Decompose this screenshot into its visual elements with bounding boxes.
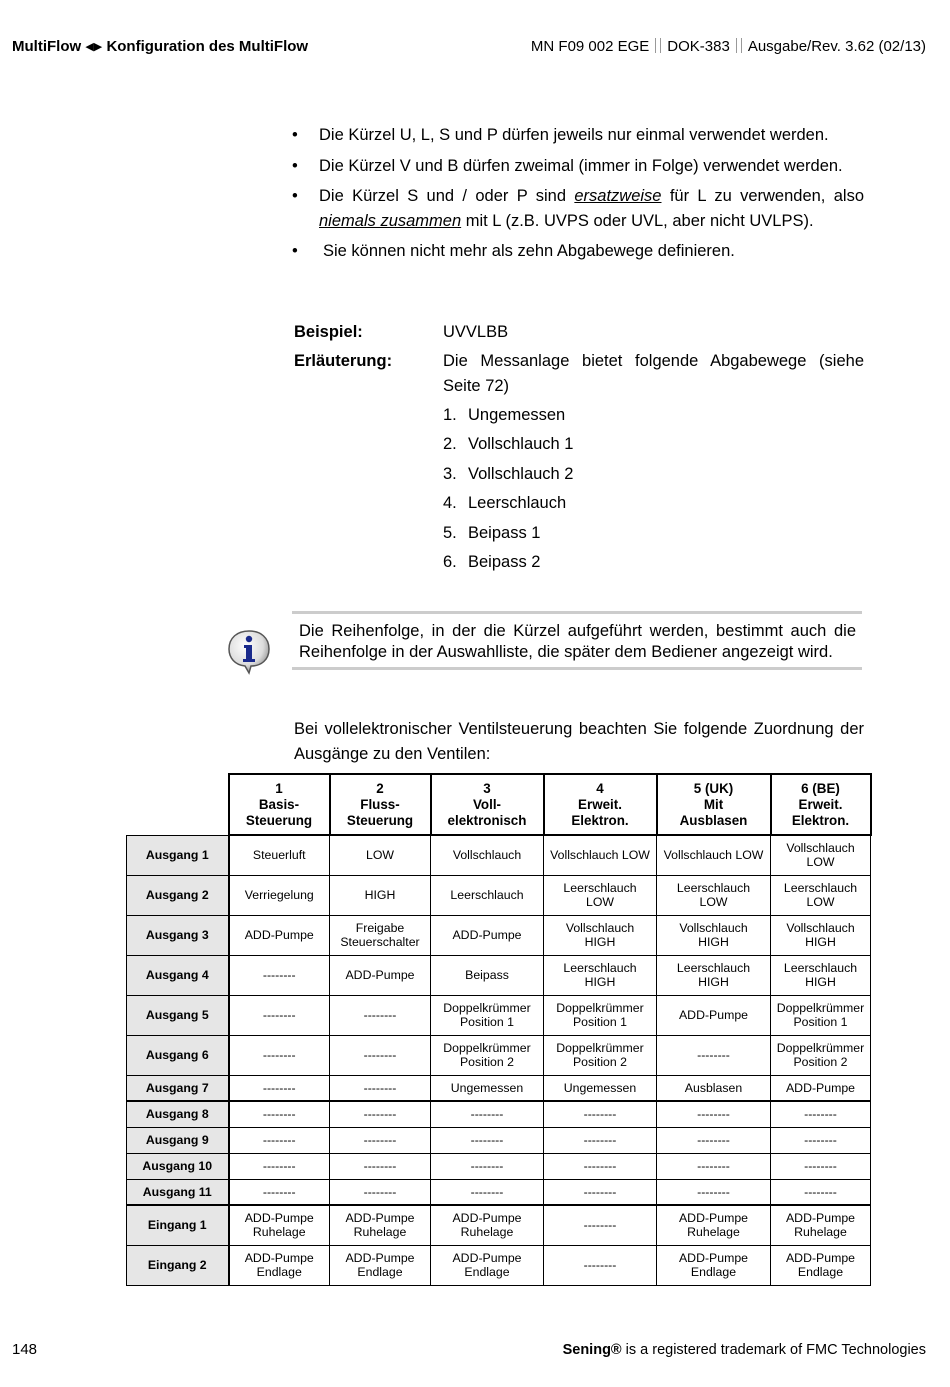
bullet-icon: •: [292, 126, 298, 144]
cell-line: ADD-Pumpe: [785, 1080, 856, 1095]
cell-line: Ruhelage: [460, 1225, 514, 1240]
table-cell: [544, 1245, 657, 1285]
cell-line: Ruhelage: [794, 1225, 847, 1240]
table-row: [127, 915, 871, 955]
cell-line: ADD-Pumpe: [345, 1211, 415, 1226]
table-row: [127, 1127, 871, 1153]
bullet-icon: •: [292, 242, 298, 260]
example-row: [294, 320, 864, 345]
table-cell: [330, 875, 431, 915]
triangle-left-icon: ◀: [85, 41, 94, 53]
cell-line: --------: [697, 1159, 730, 1173]
cell-line: Leerschlauch: [783, 961, 858, 975]
header-line: Elektron.: [791, 812, 850, 828]
table-cell: [229, 955, 330, 995]
row-label: Ausgang 3: [127, 915, 229, 955]
cell-line: --------: [697, 1184, 730, 1199]
cell-line: --------: [470, 1133, 504, 1147]
cell-line: Doppelkrümmer: [556, 1001, 644, 1015]
table-cell: [229, 1179, 330, 1205]
table-cell: [431, 915, 544, 955]
table-cell: [431, 1075, 544, 1101]
note-text: Die Reihenfolge, in der die Kürzel aufgeführt werden, bestimmt auch die Reihenfolge in der Auswahlliste, die später dem Bediener angezeigt wird.: [299, 622, 856, 661]
table-cell: [431, 835, 544, 875]
cell-line: ADD-Pumpe: [244, 1251, 314, 1265]
cell-line: Leerschlauch: [676, 961, 751, 975]
cell-line: --------: [363, 1080, 397, 1095]
header-dok: DOK-383: [667, 38, 730, 55]
cell-line: ADD-Pumpe: [244, 1211, 314, 1226]
table-cell: [330, 1179, 431, 1205]
table-cell: [431, 1153, 544, 1179]
list-text: Beipass 1: [468, 523, 541, 542]
cell-line: ADD-Pumpe: [678, 1211, 749, 1226]
cell-line: --------: [262, 1107, 296, 1122]
table-cell: [431, 995, 544, 1035]
table-row: [127, 955, 871, 995]
cell-line: ADD-Pumpe: [345, 968, 415, 982]
table-cell: [431, 1205, 544, 1245]
table-cell: [771, 1035, 871, 1075]
cell-line: Doppelkrümmer: [443, 1041, 531, 1055]
header-line: 2: [376, 780, 384, 796]
cell-line: Ruhelage: [353, 1225, 407, 1240]
table-cell: [657, 1205, 771, 1245]
table-cell: [771, 1075, 871, 1101]
list-item: [443, 432, 574, 461]
table-cell: [431, 1127, 544, 1153]
cell-line: --------: [804, 1107, 837, 1122]
cell-line: ADD-Pumpe: [785, 1211, 856, 1226]
cell-line: --------: [363, 1008, 397, 1022]
rule-emphasis: niemals zusammen: [319, 211, 462, 230]
cell-line: Ruhelage: [252, 1225, 306, 1240]
cell-line: Position 2: [793, 1055, 848, 1069]
cell-line: ADD-Pumpe: [678, 1251, 749, 1265]
table-cell: [657, 1245, 771, 1285]
table-cell: [330, 1127, 431, 1153]
list-text: Vollschlauch 1: [468, 435, 574, 454]
cell-line: HIGH: [584, 975, 616, 989]
rule-item: [292, 123, 864, 148]
cell-line: --------: [262, 968, 296, 982]
table-row: [127, 835, 871, 875]
table-cell: [229, 915, 330, 955]
list-number: 6.: [443, 552, 457, 571]
table-cell: [330, 915, 431, 955]
table-cell: [771, 1153, 871, 1179]
table-row: [127, 995, 871, 1035]
header-line: Mit: [703, 796, 724, 812]
header-line: 3: [483, 780, 491, 796]
cell-line: --------: [470, 1159, 504, 1173]
table-cell: [657, 1075, 771, 1101]
row-label: Ausgang 4: [127, 955, 229, 995]
header-separator: [655, 38, 661, 53]
cell-line: --------: [363, 1107, 397, 1122]
cell-line: --------: [262, 1133, 296, 1147]
table-cell: [657, 1127, 771, 1153]
cell-line: --------: [804, 1159, 837, 1173]
table-cell: [657, 915, 771, 955]
cell-line: LOW: [365, 848, 394, 863]
cell-line: Ungemessen: [563, 1080, 637, 1095]
cell-line: HIGH: [584, 935, 616, 949]
cell-line: HIGH: [698, 975, 729, 989]
table-cell: [544, 1127, 657, 1153]
cell-line: Doppelkrümmer: [556, 1041, 644, 1055]
table-cell: [657, 1153, 771, 1179]
cell-line: Vollschlauch LOW: [663, 848, 764, 863]
list-item: [443, 521, 574, 550]
cell-line: --------: [697, 1107, 730, 1122]
explanation-row: [294, 349, 864, 399]
cell-line: ADD-Pumpe: [345, 1251, 415, 1265]
cell-line: --------: [363, 1133, 397, 1147]
header-line: Fluss-: [360, 796, 400, 812]
cell-line: Endlage: [797, 1265, 844, 1279]
table-cell: [544, 915, 657, 955]
table-cell: [229, 1245, 330, 1285]
table-header-row: [127, 774, 871, 835]
table-row: [127, 875, 871, 915]
list-item: [443, 550, 574, 579]
table-cell: [330, 995, 431, 1035]
table-cell: [544, 1035, 657, 1075]
cell-line: Leerschlauch: [563, 961, 637, 975]
header-line: Steuerung: [346, 812, 414, 828]
header-line: Voll-: [472, 796, 502, 812]
header-title: [12, 38, 308, 55]
rule-item: [292, 184, 864, 233]
table-cell: [771, 875, 871, 915]
row-label: Ausgang 9: [127, 1127, 229, 1153]
cell-line: Endlage: [256, 1265, 302, 1279]
header-line: 1: [275, 780, 283, 796]
example-label: Beispiel:: [294, 323, 363, 341]
intro-paragraph: Bei vollelektronischer Ventilsteuerung beachten Sie folgende Zuordnung der Ausgänge zu den Ventilen:: [294, 720, 864, 763]
header-chapter: Konfiguration des MultiFlow: [106, 38, 309, 55]
table-cell: [771, 1245, 871, 1285]
header-line: 5 (UK): [693, 780, 734, 796]
explanation-label: Erläuterung:: [294, 352, 393, 370]
cell-line: Beipass: [465, 968, 509, 982]
cell-line: Verriegelung: [244, 888, 314, 902]
table-cell: [431, 1179, 544, 1205]
row-label: Ausgang 6: [127, 1035, 229, 1075]
table-cell: [544, 1179, 657, 1205]
cell-line: Doppelkrümmer: [776, 1041, 865, 1055]
table-cell: [544, 875, 657, 915]
header-line: 6 (BE): [801, 780, 840, 796]
rule-text: Die Kürzel S und / oder P sind: [319, 187, 575, 205]
rule-text: Die Kürzel U, L, S und P dürfen jeweils nur einmal verwendet werden.: [319, 126, 829, 144]
table-cell: [229, 1075, 330, 1101]
row-label: Ausgang 8: [127, 1101, 229, 1127]
cell-line: Vollschlauch: [786, 921, 855, 935]
table-row: [127, 1075, 871, 1101]
header-line: 4: [596, 780, 604, 796]
table-cell: [657, 955, 771, 995]
table-column-header: [544, 774, 657, 835]
table-cell: [330, 1153, 431, 1179]
table-column-header: [657, 774, 771, 835]
table-cell: [330, 1035, 431, 1075]
table-cell: [229, 875, 330, 915]
cell-line: Vollschlauch: [679, 921, 748, 935]
rule-text: Sie können nicht mehr als zehn Abgabewege definieren.: [323, 242, 735, 260]
footer-trademark-text: is a registered trademark of FMC Technologies: [621, 1342, 926, 1358]
rule-text: für L zu verwenden, also: [661, 187, 864, 205]
table-row: [127, 1035, 871, 1075]
cell-line: Leerschlauch: [783, 881, 858, 895]
list-item: [443, 403, 574, 432]
cell-line: Position 1: [572, 1015, 627, 1029]
row-label: Ausgang 11: [127, 1179, 229, 1205]
cell-line: Position 2: [459, 1055, 514, 1069]
table-row: [127, 1205, 871, 1245]
cell-line: --------: [804, 1133, 837, 1147]
list-number: 3.: [443, 464, 457, 483]
table-cell: [544, 1205, 657, 1245]
table-cell: [229, 1035, 330, 1075]
cell-line: --------: [363, 1048, 397, 1062]
cell-line: --------: [262, 1159, 296, 1173]
table-column-header: [229, 774, 330, 835]
row-label: Eingang 1: [127, 1205, 229, 1245]
cell-line: Position 1: [459, 1015, 514, 1029]
footer-brand: Sening®: [562, 1342, 622, 1358]
table-column-header: [330, 774, 431, 835]
cell-line: --------: [262, 1080, 296, 1095]
cell-line: Vollschlauch: [786, 841, 855, 856]
cell-line: --------: [583, 1159, 617, 1173]
table-cell: [657, 1035, 771, 1075]
header-line: Elektron.: [571, 812, 629, 828]
cell-line: Freigabe: [355, 921, 405, 935]
example-value: UVVLBB: [443, 323, 509, 341]
table-cell: [229, 1205, 330, 1245]
table-cell: [771, 915, 871, 955]
table-cell: [771, 955, 871, 995]
table-column-header: [771, 774, 871, 835]
row-label: Ausgang 1: [127, 835, 229, 875]
list-text: Leerschlauch: [468, 494, 567, 513]
page-number: 148: [12, 1341, 38, 1358]
cell-line: HIGH: [698, 935, 729, 949]
table-cell: [544, 1101, 657, 1127]
delivery-path-list: [443, 403, 574, 579]
cell-line: LOW: [699, 895, 728, 909]
table-cell: [657, 1101, 771, 1127]
cell-line: --------: [583, 1133, 617, 1147]
table-cell: [544, 955, 657, 995]
cell-line: Position 2: [572, 1055, 627, 1069]
cell-line: LOW: [585, 895, 614, 909]
cell-line: --------: [583, 1184, 617, 1199]
table-cell: [771, 835, 871, 875]
table-cell: [657, 835, 771, 875]
cell-line: Endlage: [690, 1265, 737, 1279]
table-cell: [544, 995, 657, 1035]
table-row: [127, 1153, 871, 1179]
cell-line: Vollschlauch: [565, 921, 635, 935]
table-cell: [657, 1179, 771, 1205]
header-doc-number: MN F09 002 EGE: [530, 38, 650, 55]
cell-line: Vollschlauch: [452, 848, 522, 863]
table-cell: [771, 1127, 871, 1153]
list-number: 2.: [443, 435, 457, 454]
list-text: Ungemessen: [468, 406, 566, 424]
cell-line: --------: [262, 1008, 296, 1022]
list-number: 1.: [443, 406, 457, 424]
header-separator: [736, 38, 742, 53]
cell-line: ADD-Pumpe: [244, 928, 314, 942]
cell-line: --------: [470, 1184, 504, 1199]
table-cell: [431, 955, 544, 995]
table-row: [127, 1179, 871, 1205]
header-revision: Ausgabe/Rev. 3.62 (02/13): [747, 38, 926, 55]
table-cell: [330, 1075, 431, 1101]
cell-line: Steuerschalter: [340, 935, 420, 949]
bullet-icon: •: [292, 187, 298, 205]
table-cell: [330, 835, 431, 875]
cell-line: Doppelkrümmer: [776, 1001, 865, 1015]
table-cell: [330, 955, 431, 995]
cell-line: --------: [804, 1184, 837, 1199]
row-label: Ausgang 2: [127, 875, 229, 915]
header-line: Erweit.: [578, 796, 622, 812]
table-cell: [771, 1205, 871, 1245]
table-cell: [229, 1101, 330, 1127]
rule-item: [292, 239, 864, 264]
cell-line: Endlage: [357, 1265, 403, 1279]
row-label: Ausgang 5: [127, 995, 229, 1035]
cell-line: Steuerluft: [252, 848, 306, 863]
row-label: Ausgang 10: [127, 1153, 229, 1179]
header-line: Basis-: [258, 796, 300, 812]
cell-line: HIGH: [805, 935, 836, 949]
cell-line: Vollschlauch LOW: [550, 848, 650, 863]
cell-line: --------: [697, 1048, 730, 1062]
table-cell: [771, 1101, 871, 1127]
table-cell: [330, 1205, 431, 1245]
table-row: [127, 1101, 871, 1127]
table-cell: [657, 995, 771, 1035]
cell-line: LOW: [806, 855, 835, 870]
table-cell: [771, 995, 871, 1035]
table-cell: [229, 995, 330, 1035]
cell-line: Position 1: [793, 1015, 848, 1029]
cell-line: Ruhelage: [687, 1225, 740, 1240]
list-item: [443, 462, 574, 491]
table-cell: [431, 1101, 544, 1127]
header-doc-info: [531, 38, 926, 55]
table-cell: [544, 1075, 657, 1101]
cell-line: --------: [583, 1107, 617, 1122]
cell-line: --------: [583, 1258, 617, 1272]
cell-line: Ungemessen: [450, 1080, 524, 1095]
header-line: elektronisch: [447, 812, 527, 828]
cell-line: --------: [363, 1159, 397, 1173]
row-label: Eingang 2: [127, 1245, 229, 1285]
row-label: Ausgang 7: [127, 1075, 229, 1101]
rule-item: [292, 154, 864, 179]
cell-line: --------: [262, 1048, 296, 1062]
rules-list: [292, 123, 864, 270]
cell-line: Leerschlauch: [563, 881, 637, 895]
list-item: [443, 491, 574, 520]
table-cell: [229, 1127, 330, 1153]
header-product: MultiFlow: [12, 38, 82, 55]
table-cell: [431, 875, 544, 915]
table-cell: [544, 1153, 657, 1179]
list-text: Beipass 2: [468, 552, 541, 571]
table-cell: [771, 1179, 871, 1205]
table-cell: [330, 1245, 431, 1285]
cell-line: HIGH: [805, 975, 836, 989]
bullet-icon: •: [292, 156, 298, 175]
table-cell: [229, 835, 330, 875]
table-column-header: [431, 774, 544, 835]
header-line: Erweit.: [798, 796, 843, 812]
cell-line: Leerschlauch: [676, 881, 751, 895]
cell-line: Endlage: [464, 1265, 510, 1279]
cell-line: ADD-Pumpe: [678, 1008, 749, 1022]
info-note: [292, 611, 862, 670]
cell-line: --------: [262, 1184, 296, 1199]
cell-line: LOW: [806, 895, 835, 909]
table-row: [127, 1245, 871, 1285]
cell-line: HIGH: [364, 888, 396, 902]
rule-text: Die Kürzel V und B dürfen zweimal (immer in Folge) verwendet werden.: [319, 156, 843, 175]
explanation-text: Die Messanlage bietet folgende Abgabewege (siehe Seite 72): [443, 352, 864, 395]
table-cell: [431, 1245, 544, 1285]
cell-line: --------: [697, 1133, 730, 1147]
list-number: 5.: [443, 523, 457, 542]
cell-line: ADD-Pumpe: [785, 1251, 856, 1265]
table-corner: [127, 774, 229, 835]
header-line: Steuerung: [245, 812, 313, 828]
cell-line: --------: [583, 1218, 617, 1233]
cell-line: Leerschlauch: [450, 888, 524, 902]
table-cell: [657, 875, 771, 915]
table-cell: [431, 1035, 544, 1075]
cell-line: ADD-Pumpe: [452, 928, 522, 942]
table-cell: [544, 835, 657, 875]
cell-line: --------: [363, 1184, 397, 1199]
page-header: [12, 38, 926, 60]
triangle-right-icon: ▶: [93, 41, 103, 53]
footer-trademark: [563, 1342, 926, 1358]
cell-line: Doppelkrümmer: [443, 1001, 531, 1015]
list-number: 4.: [443, 494, 457, 513]
table-cell: [229, 1153, 330, 1179]
cell-line: Ausblasen: [684, 1080, 743, 1095]
rule-emphasis: ersatzweise: [574, 187, 662, 205]
rule-text: mit L (z.B. UVPS oder UVL, aber nicht UVLPS).: [461, 211, 814, 230]
header-line: Ausblasen: [679, 812, 748, 828]
cell-line: ADD-Pumpe: [452, 1211, 522, 1226]
list-text: Vollschlauch 2: [468, 464, 574, 483]
cell-line: ADD-Pumpe: [452, 1251, 522, 1265]
table-cell: [330, 1101, 431, 1127]
output-assignment-table: [126, 773, 872, 1286]
info-icon: [226, 628, 272, 676]
cell-line: --------: [470, 1107, 504, 1122]
